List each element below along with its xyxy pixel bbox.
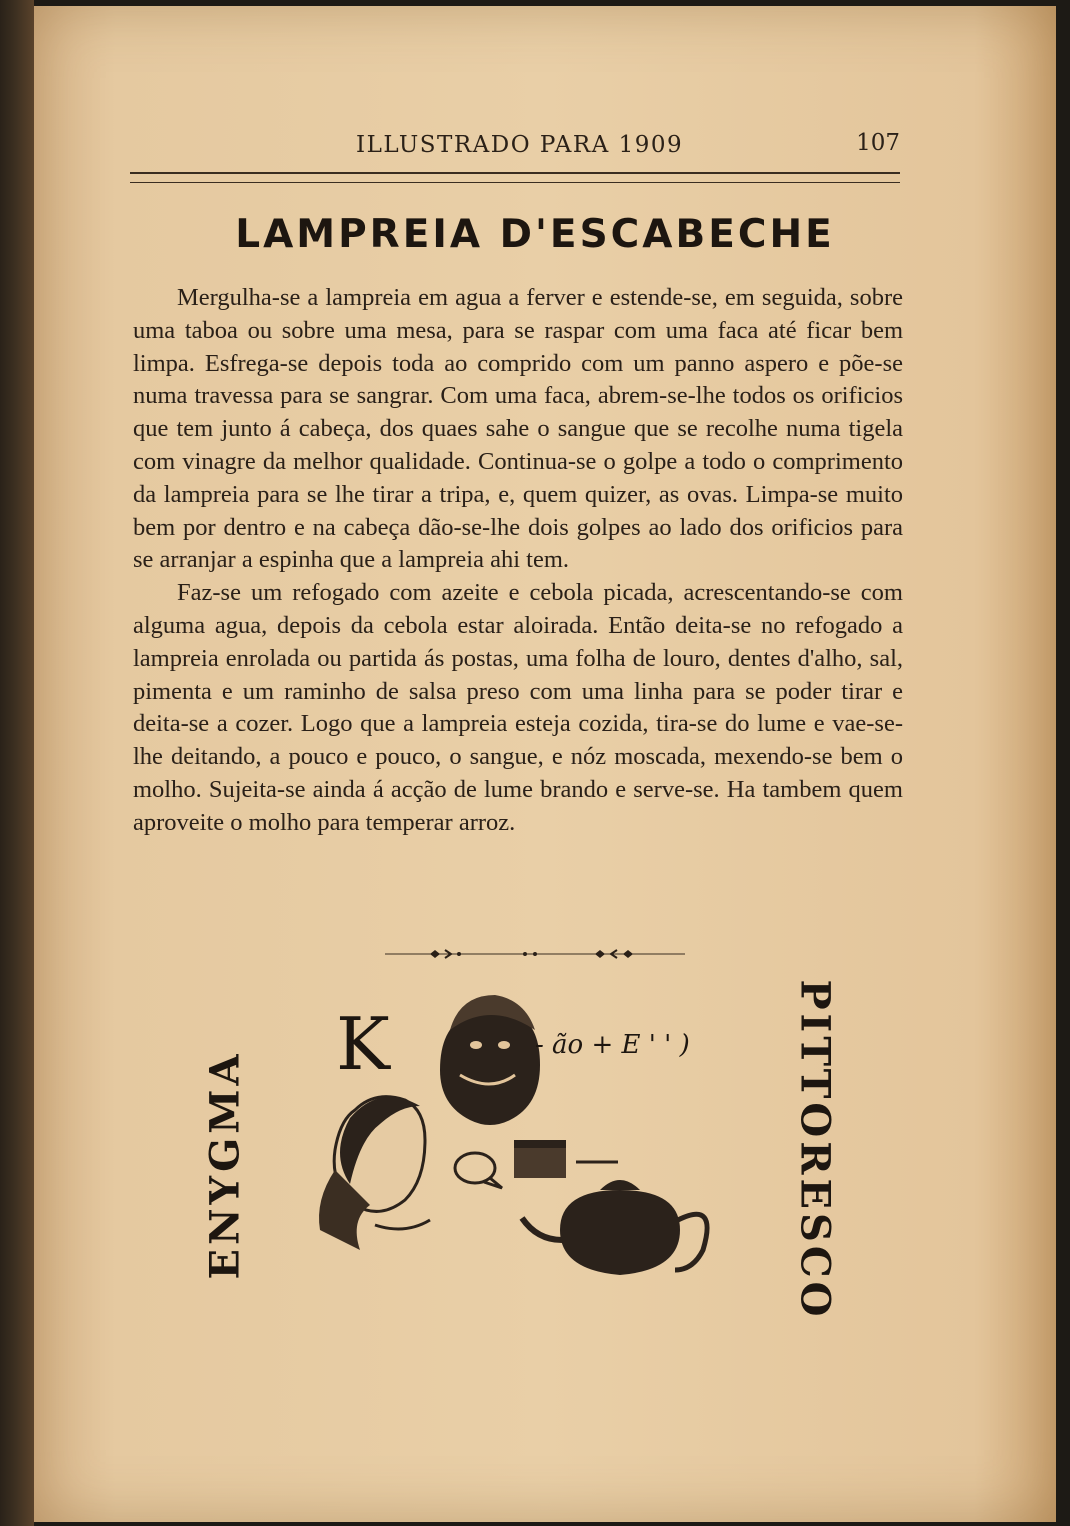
- box-icon: [514, 1140, 618, 1178]
- book-spine: [0, 0, 34, 1526]
- puzzle-title-right: PITTORESCO: [791, 979, 839, 1321]
- speech-bubble-icon: [455, 1153, 502, 1188]
- header-rule: [130, 172, 900, 183]
- section-ornament: [385, 944, 685, 964]
- woman-head-icon: [319, 1097, 430, 1250]
- running-title: ILLUSTRADO PARA 1909: [356, 132, 684, 158]
- rebus-letter: K: [336, 1002, 390, 1086]
- rebus-text: - ão + E ' ' ): [535, 1030, 690, 1060]
- page-header: [100, 128, 900, 168]
- puzzle-title-left: ENYGMA: [201, 1050, 249, 1280]
- page-number: 107: [856, 130, 900, 156]
- article-title: LAMPREIA D'ESCABECHE: [235, 212, 835, 257]
- turbaned-head-icon: [440, 995, 540, 1125]
- paragraph: Faz-se um refogado com azeite e cebola picada, acrescentando-se com alguma agua, depois da cebola estar aloirada. Então deita-se no refogado a lampreia enrolada ou partida ás postas, uma folha de louro, dentes d'alho, sal, pimenta e um raminho de salsa preso com uma linha para se poder tirar e deita-se a cozer. Logo que a lampreia esteja cozida, tira-se do lume e vae-se-lhe deitando, a pouco e pouco, o sangue, e nóz moscada, mexendo-se bem o molho. Sujeita-se ainda á acção de lume brando e serve-se. Ha tambem quem aproveite o molho para temperar arroz.: [133, 579, 903, 836]
- paragraph: Mergulha-se a lampreia em agua a ferver e estende-se, em seguida, sobre uma taboa ou sobre uma mesa, para se raspar com uma faca até ficar bem limpa. Esfrega-se depois toda ao comprido com um panno aspero e põe-se numa travessa para se sangrar. Com uma faca, abrem-se-lhe todos os orificios que tem junto á cabeça, dos quaes sahe o sangue que se recolhe numa tigela com vinagre da melhor qualidade. Continua-se o golpe a todo o comprimento da lampreia para se lhe tirar a tripa, e, quem quizer, as ovas. Limpa-se muito bem por dentro e na cabeça dão-se-lhe dois golpes ao lado dos orificios para se arranjar a espinha que a lampreia ahi tem.: [133, 284, 903, 574]
- teapot-icon: [522, 1180, 707, 1275]
- rebus-picture: [300, 990, 780, 1320]
- article-body: [133, 282, 903, 840]
